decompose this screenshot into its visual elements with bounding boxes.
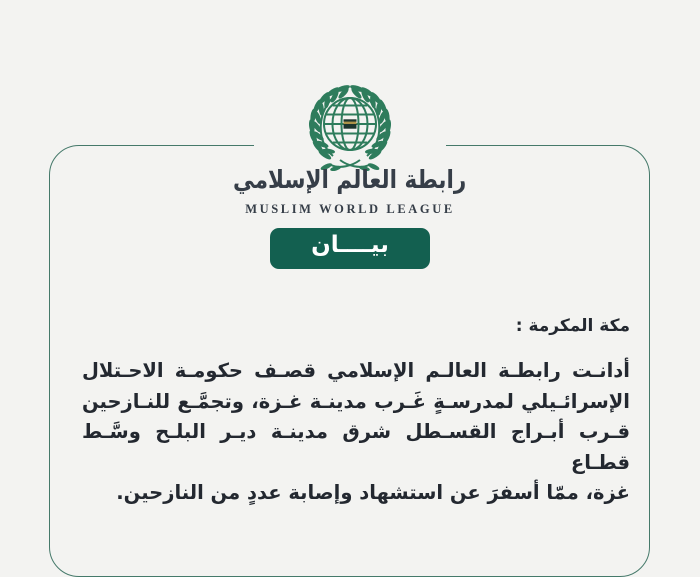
laurel-wreath-globe-icon xyxy=(302,84,398,172)
statement-content xyxy=(82,313,630,509)
mwl-logo xyxy=(0,84,700,269)
statement-paragraph xyxy=(82,356,630,509)
location-heading: مكة المكرمة : xyxy=(515,316,630,336)
statement-line-1: أدانـت رابطـة العالـم الإسلامي قصـف حكومـة الاحـتلال xyxy=(82,359,630,382)
banner-label: بيــــان xyxy=(311,232,389,259)
kaaba-icon xyxy=(344,119,357,128)
statement-line-2: الإسرائـيلي لمدرسـةٍ غَـرب مدينـة غـزة، وتجمَّـع للنـازحين xyxy=(82,389,630,413)
statement-line-4: غزة، ممّا أسفرَ عن استشهاد وإصابة عددٍ من النازحين. xyxy=(116,481,630,504)
mwl-english-name: MUSLIM WORLD LEAGUE xyxy=(245,202,455,217)
statement-type-banner xyxy=(270,228,430,269)
statement-line-3: قـرب أبـراج القسـطل شرق مدينـة ديـر البلـح وسَّـط قطـاع xyxy=(82,420,630,474)
mwl-arabic-calligraphy: رابطة العالم الإسلامي xyxy=(233,165,467,194)
